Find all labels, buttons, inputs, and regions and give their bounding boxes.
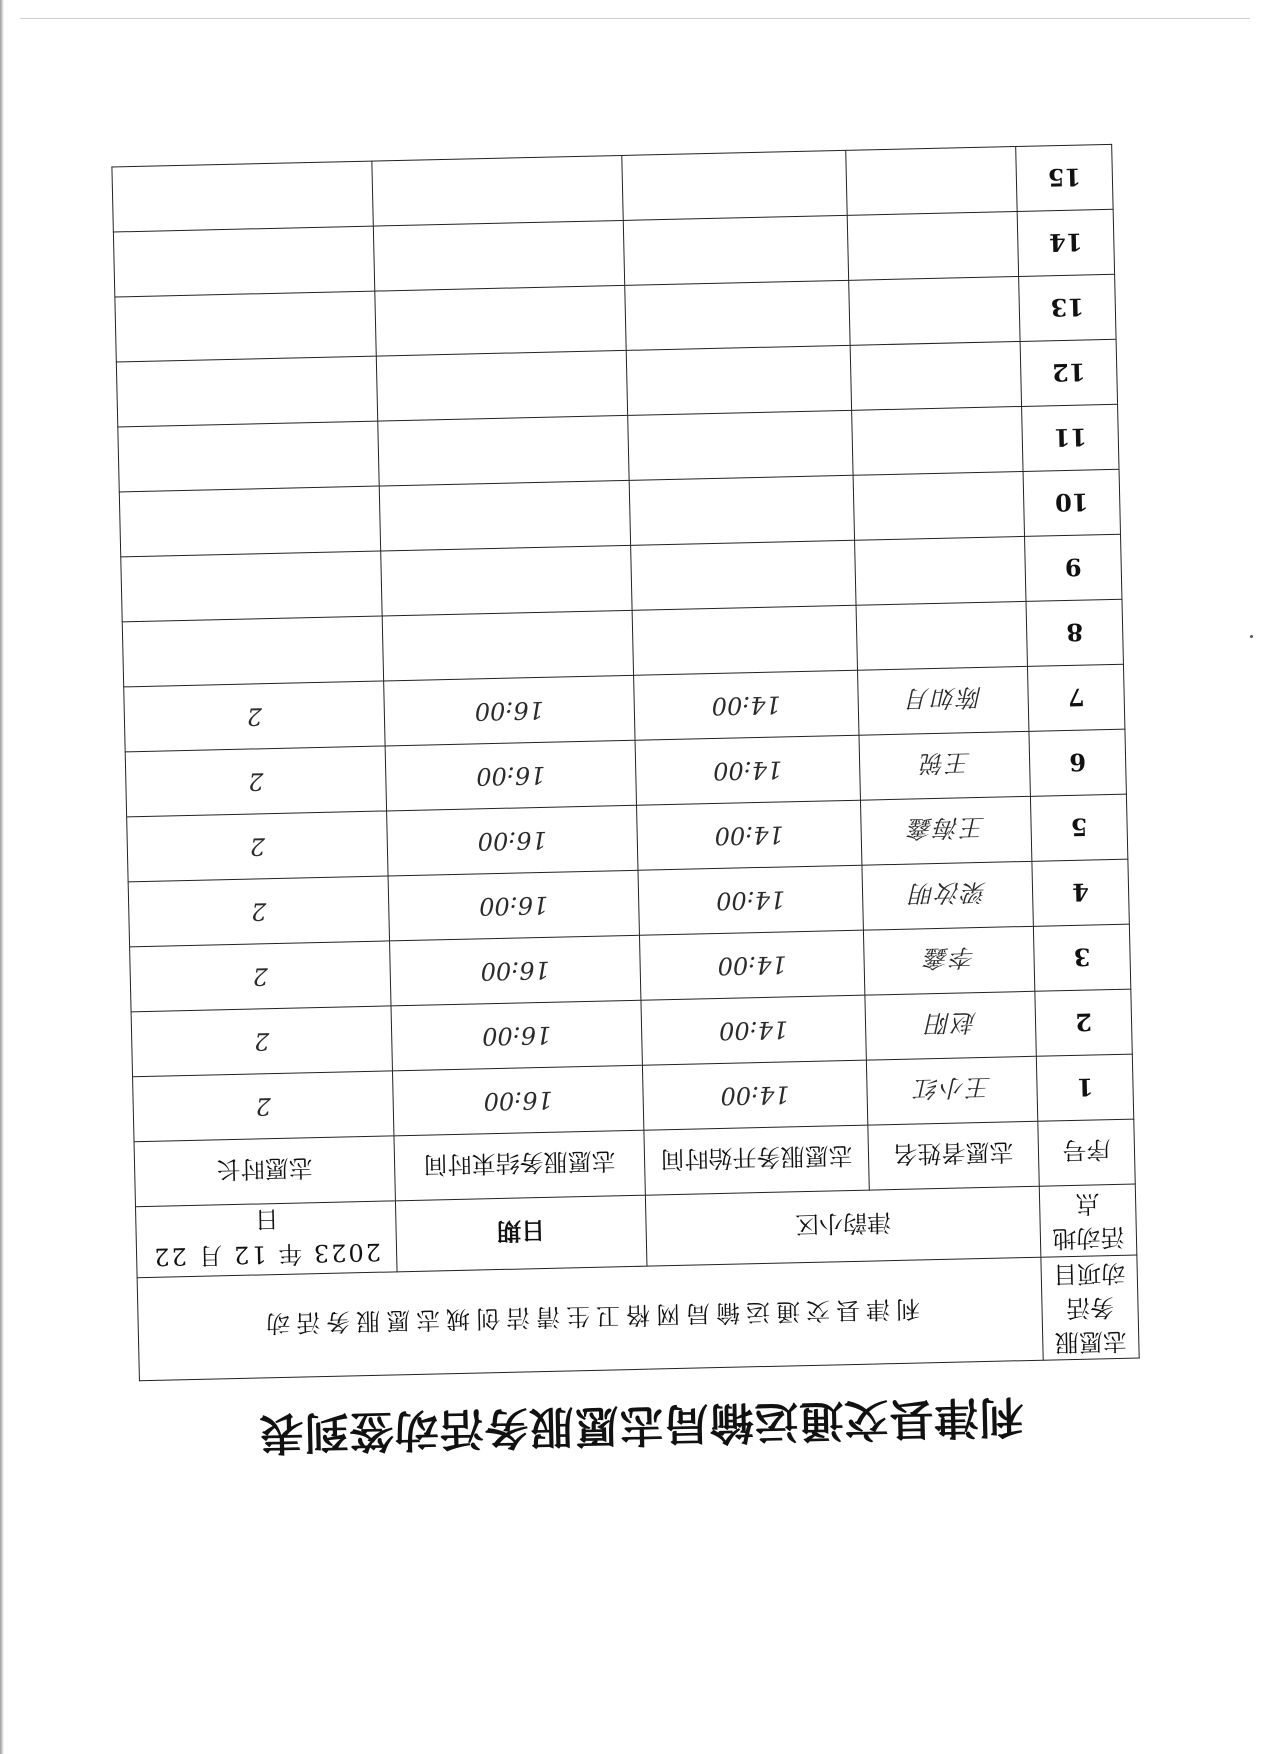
- row-duration: 2: [131, 1006, 392, 1077]
- column-header-end: 志愿服务结束时间: [394, 1130, 645, 1201]
- row-end-time: [372, 155, 623, 226]
- date-value: 2023 年 12 月 22 日: [135, 1201, 397, 1278]
- row-duration: 2: [124, 681, 385, 752]
- row-start-time: 14:00: [639, 930, 864, 1000]
- row-start-time: [628, 410, 853, 480]
- row-start-time: [626, 345, 851, 415]
- row-duration: 2: [127, 811, 388, 882]
- row-volunteer-name: [846, 147, 1017, 216]
- activity-label-line2: 动项目: [1052, 1258, 1126, 1289]
- row-start-time: 14:00: [637, 800, 862, 870]
- row-volunteer-name: 王锐: [859, 731, 1030, 800]
- row-duration: [112, 161, 373, 232]
- row-volunteer-name: 王小红: [866, 1056, 1037, 1125]
- row-volunteer-name: [847, 211, 1018, 280]
- row-end-time: 16:00: [390, 935, 641, 1006]
- row-end-time: [378, 415, 629, 486]
- row-end-time: 16:00: [385, 740, 636, 811]
- row-end-time: [381, 545, 632, 616]
- row-duration: [116, 356, 377, 427]
- row-end-time: [373, 220, 624, 291]
- row-end-time: [375, 285, 626, 356]
- row-duration: [115, 291, 376, 362]
- row-volunteer-name: 陈如月: [858, 666, 1029, 735]
- row-volunteer-name: [855, 536, 1026, 605]
- date-label: 日期: [395, 1195, 647, 1272]
- row-seq: 1: [1036, 1054, 1133, 1121]
- row-end-time: [382, 610, 633, 681]
- row-start-time: 14:00: [634, 670, 859, 740]
- row-duration: [118, 421, 379, 492]
- activity-label-line1: 志愿服务活: [1054, 1293, 1128, 1357]
- row-seq: 10: [1023, 469, 1120, 536]
- row-volunteer-name: [853, 471, 1024, 540]
- activity-label: [1041, 1255, 1139, 1360]
- row-duration: 2: [133, 1071, 394, 1142]
- row-start-time: [631, 540, 856, 610]
- row-start-time: 14:00: [642, 1060, 867, 1130]
- row-start-time: [632, 605, 857, 675]
- row-seq: 15: [1016, 144, 1113, 211]
- row-seq: 13: [1019, 274, 1116, 341]
- row-end-time: 16:00: [391, 1000, 642, 1071]
- row-start-time: [629, 475, 854, 545]
- row-end-time: 16:00: [384, 675, 635, 746]
- row-volunteer-name: 赵阳: [865, 991, 1036, 1060]
- row-duration: 2: [125, 746, 386, 817]
- sheet-content: [112, 144, 1141, 1465]
- row-duration: 2: [128, 876, 389, 947]
- row-end-time: 16:00: [388, 870, 639, 941]
- row-duration: 2: [130, 941, 391, 1012]
- sign-in-table: [111, 144, 1139, 1381]
- column-header-seq: 序号: [1038, 1119, 1135, 1186]
- row-start-time: 14:00: [635, 735, 860, 805]
- row-seq: 5: [1030, 794, 1127, 861]
- document-title: 利津县交通运输局志愿服务活动签到表: [258, 1390, 1025, 1459]
- row-end-time: 16:00: [387, 805, 638, 876]
- row-seq: 3: [1033, 924, 1130, 991]
- row-seq: 11: [1022, 404, 1119, 471]
- row-volunteer-name: 王海鑫: [860, 796, 1031, 865]
- row-volunteer-name: [852, 406, 1023, 475]
- row-start-time: [625, 280, 850, 350]
- row-end-time: [379, 480, 630, 551]
- row-seq: 2: [1035, 989, 1132, 1056]
- location-label: 活动地点: [1039, 1184, 1137, 1257]
- row-start-time: [622, 150, 847, 220]
- row-seq: 8: [1026, 599, 1123, 666]
- row-end-time: [376, 350, 627, 421]
- row-seq: 14: [1017, 209, 1114, 276]
- location-value: 津韵小区: [645, 1186, 1041, 1266]
- row-seq: 7: [1027, 664, 1124, 731]
- row-duration: [121, 551, 382, 622]
- column-header-hours: 志愿时长: [134, 1136, 395, 1207]
- row-seq: 6: [1029, 729, 1126, 796]
- row-start-time: 14:00: [641, 995, 866, 1065]
- column-header-start: 志愿服务开始时间: [644, 1125, 869, 1195]
- row-end-time: 16:00: [392, 1065, 643, 1136]
- activity-name: 利津县交通运输局网格卫生清洁创城志愿服务活动: [137, 1257, 1043, 1380]
- row-duration: [113, 226, 374, 297]
- row-duration: [119, 486, 380, 557]
- row-start-time: [623, 215, 848, 285]
- row-volunteer-name: [850, 341, 1021, 410]
- row-seq: 12: [1020, 339, 1117, 406]
- row-volunteer-name: [849, 276, 1020, 345]
- row-seq: 4: [1032, 859, 1129, 926]
- row-volunteer-name: 梁汝明: [862, 861, 1033, 930]
- row-volunteer-name: 李鑫: [863, 926, 1034, 995]
- row-volunteer-name: [856, 601, 1027, 670]
- row-seq: 9: [1025, 534, 1122, 601]
- row-duration: [122, 616, 383, 687]
- row-start-time: 14:00: [638, 865, 863, 935]
- column-header-name: 志愿者姓名: [868, 1121, 1039, 1190]
